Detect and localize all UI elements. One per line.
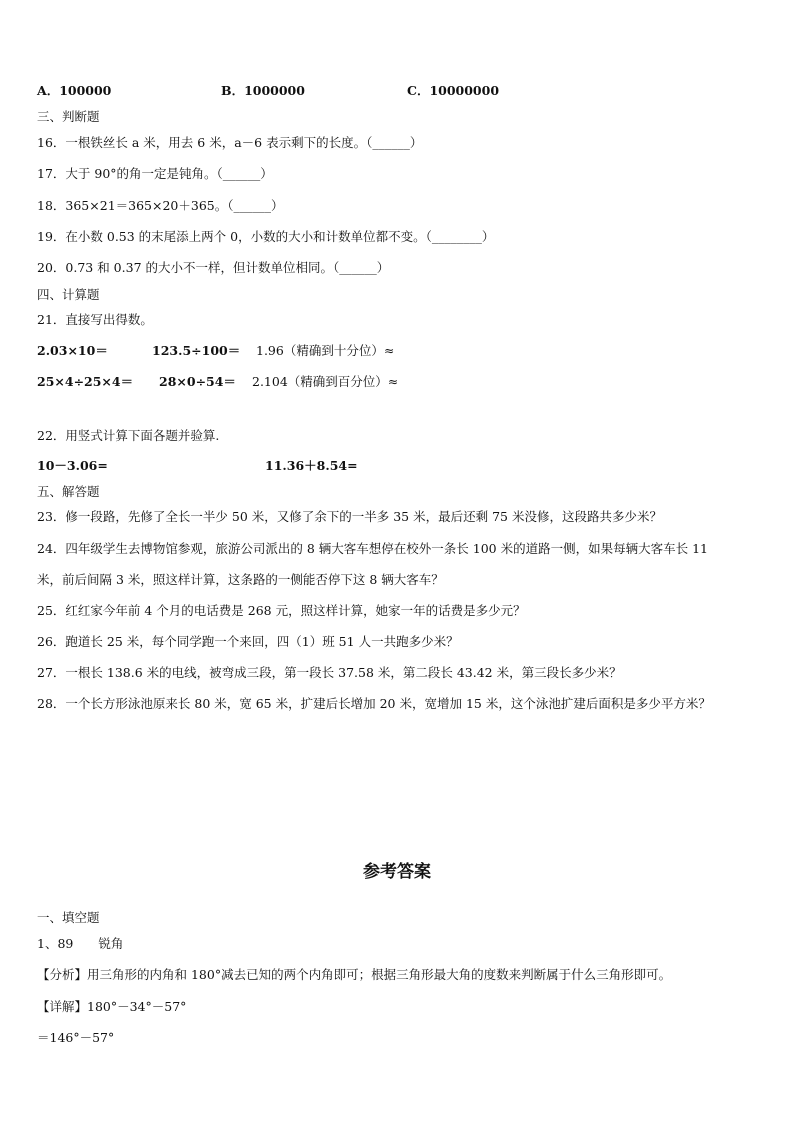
question-16: 16．一根铁丝长 a 米，用去 6 米，a－6 表示剩下的长度。（______） xyxy=(37,135,423,150)
option-a: A．100000 xyxy=(37,83,112,98)
question-25: 25．红红家今年前 4 个月的电话费是 268 元，照这样计算，她家一年的话费是多少元？ xyxy=(37,603,526,618)
section-heading-word-problems: 五、解答题 xyxy=(37,484,100,499)
answer-section-fill-in: 一、填空题 xyxy=(37,910,100,925)
vertical-calc-2: 11.36＋8.54= xyxy=(265,458,358,473)
question-22: 22．用竖式计算下面各题并验算. xyxy=(37,428,220,443)
question-21: 21．直接写出得数。 xyxy=(37,312,153,327)
question-19: 19．在小数 0.53 的末尾添上两个 0，小数的大小和计数单位都不变。（________） xyxy=(37,229,495,244)
calc-r1-c2: 123.5÷100＝ xyxy=(152,343,241,358)
answer-detail: 【详解】180°－34°－57° xyxy=(37,999,187,1014)
section-heading-judgement: 三、判断题 xyxy=(37,109,100,124)
answer-1: 1、89 锐角 xyxy=(37,936,124,951)
option-c: C．10000000 xyxy=(407,83,500,98)
vertical-calc-1: 10－3.06= xyxy=(37,458,108,473)
question-24-line2: 米，前后间隔 3 米，照这样计算，这条路的一侧能否停下这 8 辆大客车？ xyxy=(37,572,444,587)
section-heading-calculation: 四、计算题 xyxy=(37,287,100,302)
question-20: 20．0.73 和 0.37 的大小不一样，但计数单位相同。（______） xyxy=(37,260,390,275)
answer-analysis: 【分析】用三角形的内角和 180°减去已知的两个内角即可；根据三角形最大角的度数来判断属于什么三角形即可。 xyxy=(37,967,672,982)
answer-key-title: 参考答案 xyxy=(363,862,431,882)
calc-r2-c2: 28×0÷54＝ xyxy=(159,374,236,389)
calc-r1-c1: 2.03×10＝ xyxy=(37,343,108,358)
question-23: 23．修一段路，先修了全长一半少 50 米，又修了余下的一半多 35 米，最后还剩 75 米没修，这段路共多少米？ xyxy=(37,509,662,524)
answer-step: ＝146°－57° xyxy=(37,1030,115,1045)
question-28: 28．一个长方形泳池原来长 80 米，宽 65 米，扩建后长增加 20 米，宽增加 15 米，这个泳池扩建后面积是多少平方米？ xyxy=(37,696,711,711)
question-27: 27．一根长 138.6 米的电线，被弯成三段，第一段长 37.58 米，第二段长 43.42 米，第三段长多少米？ xyxy=(37,665,622,680)
question-24-line1: 24．四年级学生去博物馆参观，旅游公司派出的 8 辆大客车想停在校外一条长 100 米的道路一侧，如果每辆大客车长 11 xyxy=(37,541,708,556)
calc-r2-c1: 25×4÷25×4＝ xyxy=(37,374,134,389)
calc-r1-c3: 1.96（精确到十分位）≈ xyxy=(256,343,395,358)
question-26: 26．跑道长 25 米，每个同学跑一个来回，四（1）班 51 人一共跑多少米？ xyxy=(37,634,459,649)
calc-r2-c3: 2.104（精确到百分位）≈ xyxy=(252,374,399,389)
option-b: B．1000000 xyxy=(221,83,305,98)
question-17: 17．大于 90°的角一定是钝角。（______） xyxy=(37,166,273,181)
question-18: 18．365×21＝365×20＋365。（______） xyxy=(37,198,284,213)
